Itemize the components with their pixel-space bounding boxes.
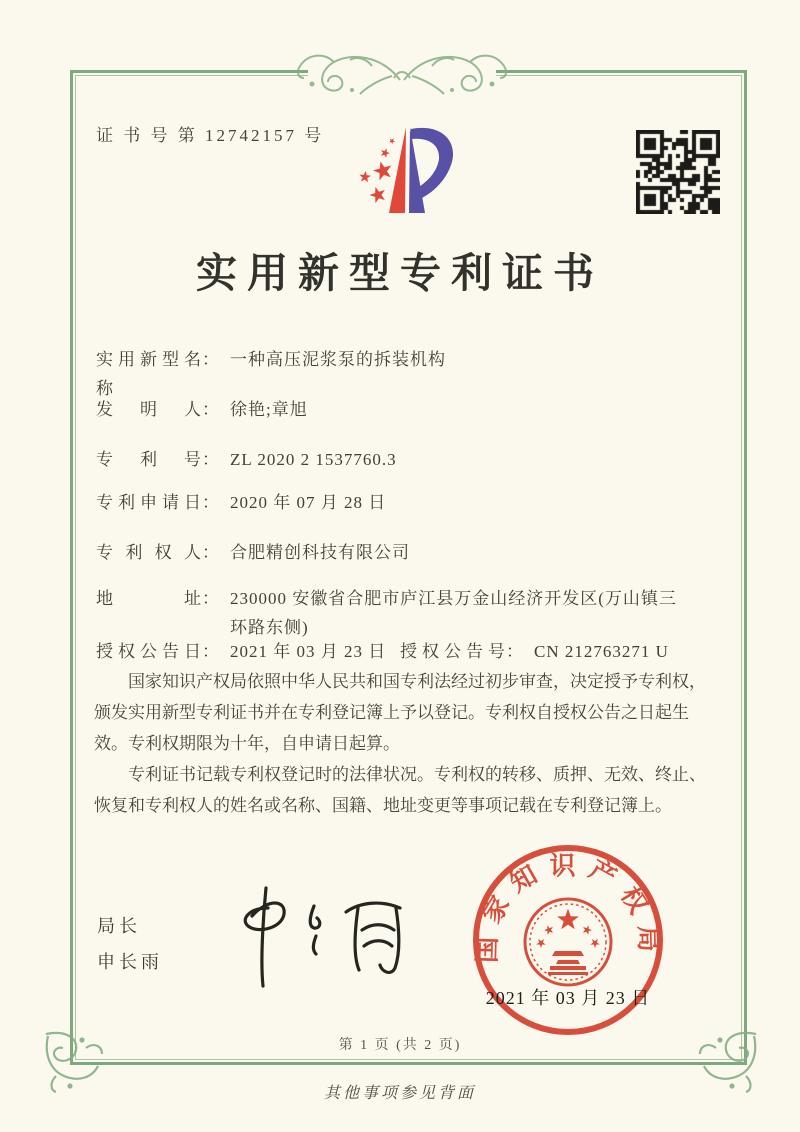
qr-code: [636, 130, 720, 214]
field-colon: ：: [202, 642, 220, 661]
field-value-name: 一种高压泥浆泵的拆装机构: [230, 350, 446, 369]
legal-text-block: [94, 666, 712, 821]
field-row-patentee: [96, 538, 410, 567]
field-colon: ：: [202, 589, 220, 608]
field-value-address: 230000 安徽省合肥市庐江县万金山经济开发区(万山镇三环路东侧): [230, 589, 677, 637]
field-label-address: 地址: [96, 589, 202, 608]
field-value-patent-no: ZL 2020 2 1537760.3: [230, 450, 397, 469]
field-colon: ：: [202, 450, 220, 469]
field-value-patentee: 合肥精创科技有限公司: [230, 543, 410, 562]
seal-authority-text: 国家知识产权局: [472, 851, 664, 964]
field-row-address: [96, 584, 685, 642]
signer-role: 局长: [97, 916, 141, 936]
field-label-name: 实用新型名称: [96, 350, 202, 398]
field-label-patent-no: 专利号: [96, 450, 202, 469]
commissioner-signature: [210, 878, 420, 993]
field-colon: ：: [202, 543, 220, 562]
field-row-filing-date: [96, 488, 386, 517]
seal-date: 2021 年 03 月 23 日: [485, 988, 651, 1008]
legal-paragraph-2: 专利证书记载专利权登记时的法律状况。专利权的转移、质押、无效、终止、恢复和专利权人的姓名或名称、国籍、地址变更等事项记载在专利登记簿上。: [94, 765, 706, 815]
page-number: 第 1 页 (共 2 页): [338, 1038, 462, 1053]
field-colon: ：: [202, 350, 220, 369]
field-value-inventor: 徐艳;章旭: [230, 400, 308, 419]
field-colon: ：: [202, 493, 220, 512]
field-label-grant-date: 授权公告日: [96, 642, 202, 661]
field-colon: ：: [202, 400, 220, 419]
top-flourish-ornament: [282, 40, 522, 100]
field-row-inventor: [96, 395, 308, 424]
certificate-number: 证 书 号 第 12742157 号: [96, 126, 325, 145]
field-value-grant-date: 2021 年 03 月 23 日: [230, 642, 387, 661]
national-emblem: [525, 899, 611, 985]
field-row-grant-no: [400, 637, 669, 666]
svg-text:国家知识产权局: [473, 851, 664, 963]
field-value-grant-no: CN 212763271 U: [534, 642, 669, 661]
footer-note: 其他事项参见背面: [323, 1085, 476, 1102]
signer-name: 申长雨: [97, 952, 163, 972]
field-label-patentee: 专利权人: [96, 543, 202, 562]
field-label-grant-no: 授权公告号: [400, 642, 506, 661]
field-colon: ：: [506, 642, 524, 661]
field-label-filing-date: 专利申请日: [96, 493, 202, 512]
certificate-title: 实用新型专利证书: [196, 250, 604, 296]
field-value-filing-date: 2020 年 07 月 28 日: [230, 493, 387, 512]
official-seal: [468, 840, 668, 1040]
field-row-grant-date: [96, 637, 386, 666]
field-row-patent-no: [96, 445, 397, 474]
field-label-inventor: 发明人: [96, 400, 202, 419]
cnipa-logo: [345, 115, 465, 220]
legal-paragraph-1: 国家知识产权局依照中华人民共和国专利法经过初步审查，决定授予专利权，颁发实用新型专利证书并在专利登记簿上予以登记。专利权自授权公告之日起生效。专利权期限为十年，自申请日起算。: [94, 672, 706, 753]
